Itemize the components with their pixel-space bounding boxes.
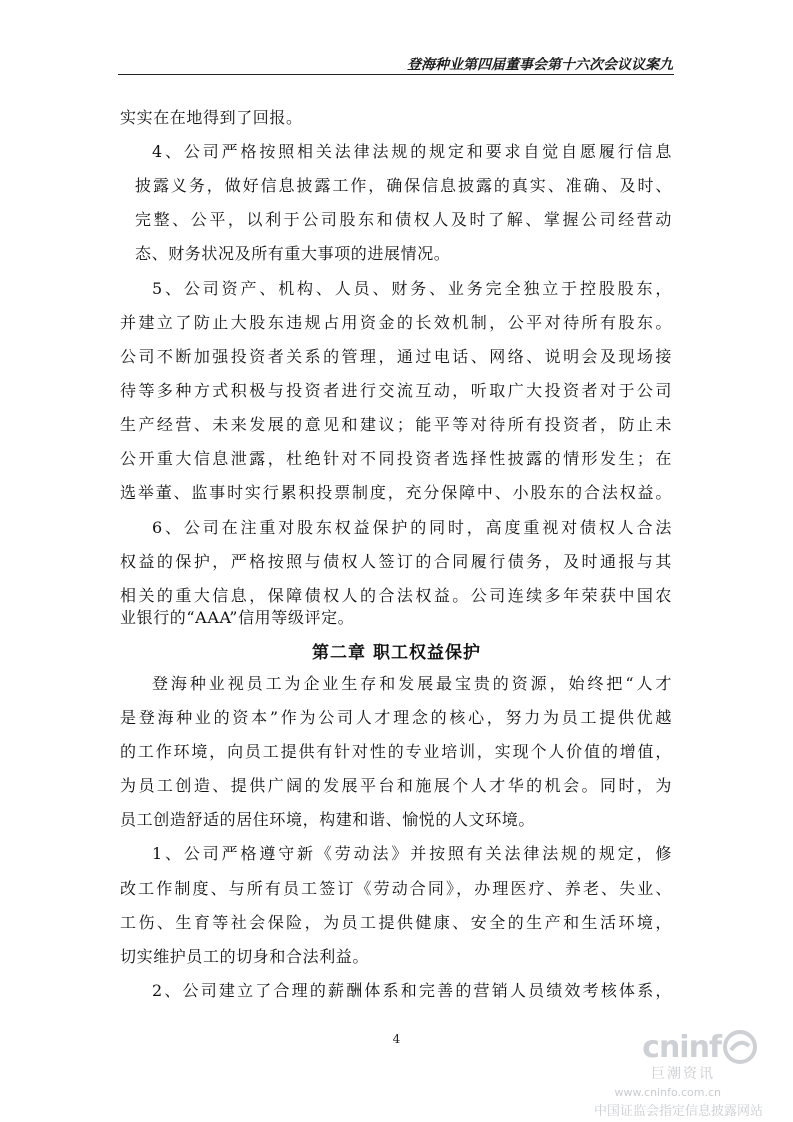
body-line: 2、公司建立了合理的薪酬体系和完善的营销人员绩效考核体系， — [152, 981, 672, 1000]
body-line: 的工作环境，向员工提供有针对性的专业培训，实现个人价值的增值， — [120, 742, 672, 761]
cninfo-watermark — [563, 1030, 763, 1119]
body-line: 完整、公平，以利于公司股东和债权人及时了解、掌握公司经营动 — [135, 210, 672, 229]
watermark-brand: cninf — [642, 1030, 721, 1065]
body-line: 1、公司严格遵守新《劳动法》并按照有关法律法规的规定，修 — [152, 844, 672, 863]
header-divider — [118, 74, 674, 75]
body-line: 为员工创造、提供广阔的发展平台和施展个人才华的机会。同时，为 — [120, 776, 672, 795]
body-line: 5、公司资产、机构、人员、财务、业务完全独立于控股股东， — [152, 279, 672, 298]
body-line: 权益的保护，严格按照与债权人签订的合同履行债务，及时通报与其 — [120, 552, 672, 571]
body-line: 工伤、生育等社会保险，为员工提供健康、安全的生产和生活环境， — [120, 913, 672, 932]
body-line: 选举董、监事时实行累积投票制度，充分保障中、小股东的合法权益。 — [120, 483, 672, 502]
body-line: 业银行的“AAA”信用等级评定。 — [120, 608, 355, 627]
watermark-tagline: 中国证监会指定信息披露网站 — [593, 1104, 763, 1119]
body-line: 改工作制度、与所有员工签订《劳动合同》，办理医疗、养老、失业、 — [120, 879, 672, 898]
body-line: 公司不断加强投资者关系的管理，通过电话、网络、说明会及现场接 — [120, 347, 672, 366]
body-line: 相关的重大信息，保障债权人的合法权益。公司连续多年荣获中国农 — [120, 586, 672, 605]
body-line: 6、公司在注重对股东权益保护的同时，高度重视对债权人合法 — [152, 518, 672, 537]
body-line: 实实在在地得到了回报。 — [120, 108, 303, 127]
body-line: 员工创造舒适的居住环境，构建和谐、愉悦的人文环境。 — [120, 810, 536, 829]
body-line: 并建立了防止大股东违规占用资金的长效机制，公平对待所有股东。 — [120, 313, 672, 332]
body-line: 披露义务，做好信息披露工作，确保信息披露的真实、准确、及时、 — [135, 176, 672, 195]
body-line: 切实维护员工的切身和合法利益。 — [120, 947, 370, 966]
body-line: 生产经营、未来发展的意见和建议；能平等对待所有投资者，防止未 — [120, 415, 672, 434]
watermark-url: www.cninfo.com.cn — [614, 1086, 721, 1099]
body-line: 是登海种业的资本”作为公司人才理念的核心，努力为员工提供优越 — [120, 708, 672, 727]
body-line: 4、公司严格按照相关法律法规的规定和要求自觉自愿履行信息 — [152, 142, 672, 161]
cninfo-logo-icon — [723, 1030, 757, 1064]
body-line: 公开重大信息泄露，杜绝针对不同投资者选择性披露的情形发生；在 — [120, 449, 672, 468]
chapter-heading: 第二章 职工权益保护 — [312, 643, 481, 663]
body-line: 登海种业视员工为企业生存和发展最宝贵的资源，始终把“人才 — [152, 674, 672, 693]
body-line: 态、财务状况及所有重大事项的进展情况。 — [135, 244, 451, 263]
page-number: 4 — [392, 1032, 401, 1046]
document-header-title: 登海种业第四届董事会第十六次会议议案九 — [407, 57, 673, 73]
body-line: 待等多种方式积极与投资者进行交流互动，听取广大投资者对于公司 — [120, 381, 672, 400]
watermark-name: 巨潮资讯 — [651, 1066, 715, 1082]
